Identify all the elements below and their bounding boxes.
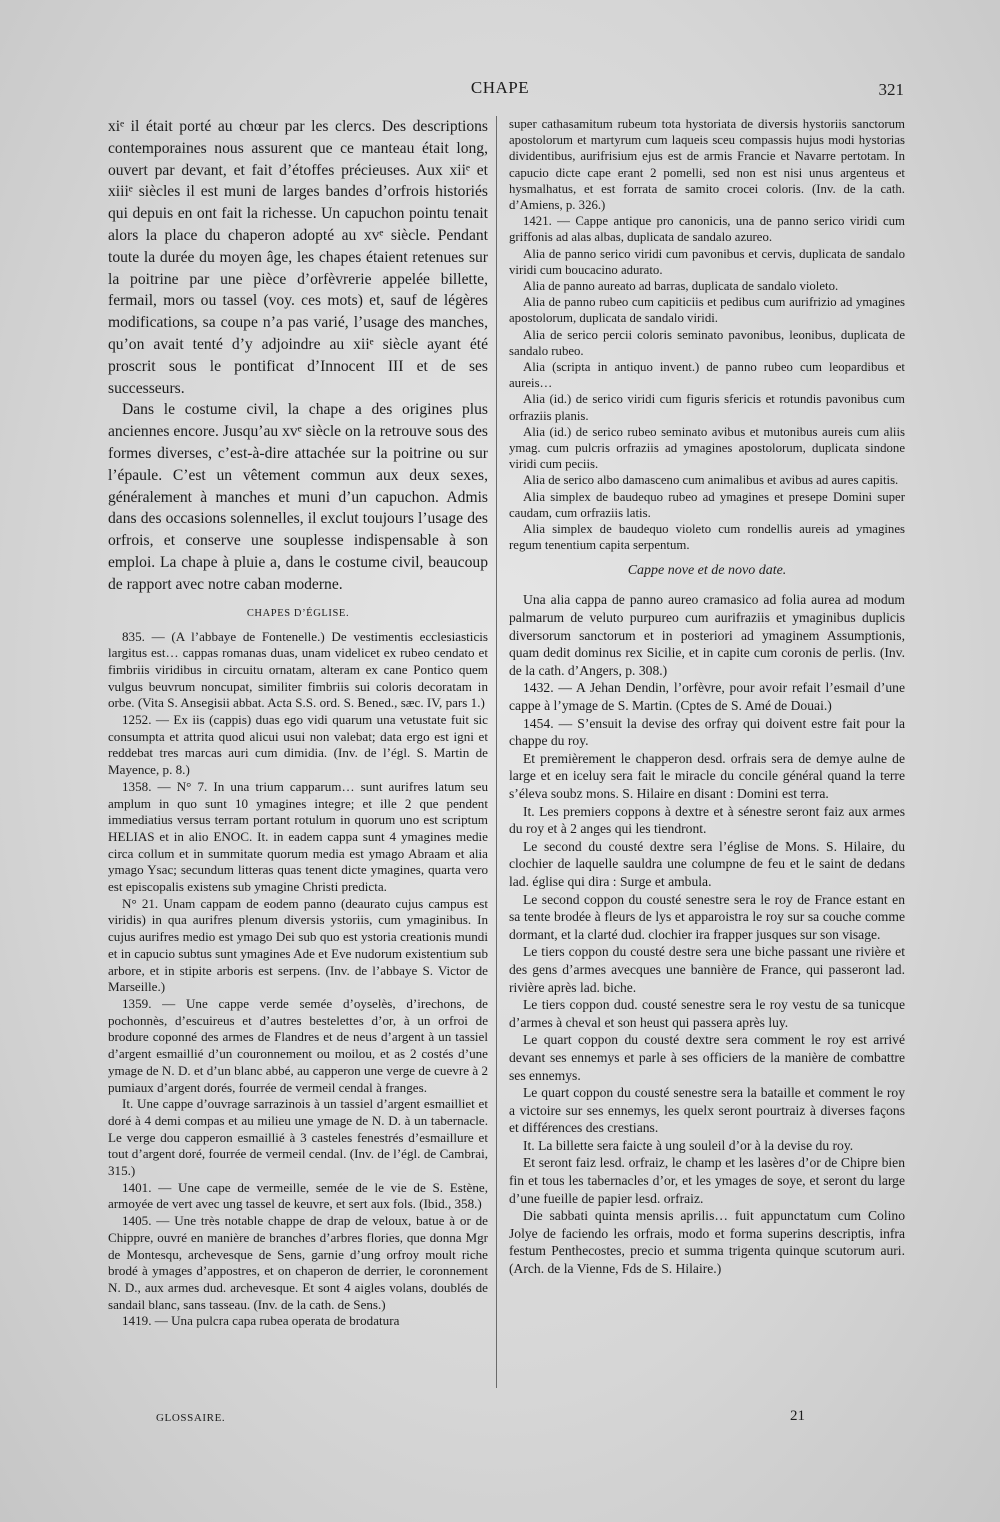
paragraph: Le tiers coppon dud. cousté senestre sera le roy vestu de sa tunicque d’armes à cheval et son heust qui passera après luy. (509, 997, 905, 1030)
column-divider (496, 116, 497, 1388)
entry-1252: 1252. — Ex iis (cappis) duas ego vidi quarum una vetustate fuit sic consumpta et attrita quod alicui usui non valebat; data ergo est igni et reddebat tres marcas auri cum dimidia. (Inv. de l’égl. S. Martin de Mayence, p. 8.) (108, 712, 488, 778)
subheading: Cappe nove et de novo date. (627, 563, 787, 579)
sheet-number: 21 (790, 1408, 805, 1424)
paragraph: Dans le costume civil, la chape a des origines plus anciennes encore. Jusqu’au xvᵉ siècle on la retrouve sous des formes diverses, c’est-à-dire attachée sur la poitrine ou sur l’épaule. C’est un vêtement commun aux deux sexes, généralement à manches et muni d’un capuchon. Admis dans des occasions solennelles, il exclut toujours l’usage des orfrois, et conserve une souplesse indispensable à son emploi. La chape à pluie a, dans le costume civil, beaucoup de rapport avec notre caban moderne. (108, 401, 488, 593)
entry-1359-continued: It. Une cappe d’ouvrage sarrazinois à un tassiel d’argent esmailliet et doré à 4 demi compas et au milieu une ymage de N. D. à un tabernacle. Le verge dou capperon esmaillié à 3 casteles fenestrés d’esmaillure et tout d’argent doré, fourrée de vermeil cendal. (Inv. de l’égl. de Cambrai, 315.) (108, 1096, 488, 1179)
section-heading: CHAPES D’ÉGLISE. (246, 607, 350, 619)
left-column (108, 116, 488, 1406)
paragraph: Alia (id.) de serico viridi cum figuris sfericis et rotundis pavonibus cum orfraziis planis. (509, 392, 905, 423)
entry-1401: 1401. — Une cape de vermeille, semée de le vie de S. Estène, armoyée de vert avec ung tassel de keuvre, et sert aux fols. (Ibid., 358.) (108, 1179, 488, 1212)
paragraph: Alia de serico percii coloris seminato pavonibus, leonibus, duplicata de sandalo rubeo. (509, 327, 905, 358)
paragraph: Le quart coppon du cousté senestre sera la bataille et comment le roy a victoire sur ses ennemys, les quelx seront pourtraiz à diverses façons et différences des crestians. (509, 1085, 905, 1136)
paragraph: Et premièrement le chapperon desd. orfrais sera de demye aulne de large et en iceluy sera fait le miracle du concile général quand la terre s’éleva soubz mons. S. Hilaire en disant : Domini est terra. (509, 750, 905, 802)
paragraph: Alia de serico albo damasceno cum animalibus et avibus ad aures capitis. (523, 473, 899, 488)
entry-1405: 1405. — Une très notable chappe de drap de veloux, batue à or de Chippre, ouvré en manière de branches d’arbres flories, que donna Mgr de Montesqu, archevesque de Sens, garnie d’ung orfroy moult riche brodé à ymages d’appostres, et on chaperon de derrier, le coronnement N. D., aux armes dud. archevesque. Et sont 4 aigles volans, doublés de sandail blanc, sans tasseau. (Inv. de la cath. de Sens.) (108, 1213, 488, 1312)
entry-1358: 1358. — N° 7. In una trium capparum… sunt aurifres latum seu amplum in quo sunt 10 ymagines integre; et ille 2 que pendent immediatius versus terram portant rotulum in quorum uno est scriptum HELIAS et in alio ENOC. It. in eadem cappa sunt 4 ymagines medie circa collum et in summitate quorum media est ymago Abraam et alia ymago Ysac; secundum litteras quas tenent dicte ymagines, quarta vero est episcopalis existens sub ymagine Christi predicta. (108, 778, 488, 895)
paragraph: super cathasamitum rubeum tota hystoriata de diversis hystoriis sanctorum apostolorum et martyrum cum laqueis sceu compassis hujus modi hystorias dividentibus, aurifrisium ejus est de armis Francie et Navarre pertotam. In capucio dicte cape erant 2 pomelli, sed non est nisi unus argenteus et hysmalhatus, et est forrata de samito crocei coloris. (Inv. de la cath. d’Amiens, p. 326.) (509, 117, 905, 213)
paragraph: It. Les premiers coppons à dextre et à sénestre seront faiz aux armes du roy et à 2 anges qui les tiendront. (509, 803, 905, 837)
paragraph: It. La billette sera faicte à ung souleil d’or à la devise du roy. (523, 1137, 854, 1153)
entry-1421: 1421. — Cappe antique pro canonicis, una de panno serico viridi cum griffonis ad alas albas, duplicata de sandalo azureo. (509, 214, 905, 245)
entry-1419: 1419. — Una pulcra capa rubea operata de brodatura (122, 1313, 400, 1329)
paragraph: Una alia cappa de panno aureo cramasico ad folia aurea ad modum palmarum de veluto purpureo cum aurifraziis et ymaginibus duplicis diversorum sanctorum et in posteriori ad ymaginem Assumptionis, quam dedit dominus rex Sicilie, et in capite cum coronis de perlis. (Inv. de la cath. d’Angers, p. 308.) (509, 592, 905, 678)
paragraph: Alia (id.) de serico rubeo seminato avibus et mutonibus aureis cum aliis ymag. cum pulcris orfraziis ad ymagines apostolorum, duplicata sindone viridi cum peciis. (509, 424, 905, 472)
entry-1358-continued: N° 21. Unam cappam de eodem panno (deaurato cujus campus est viridis) in qua aurifres plenum diversis ystoriis, cum ymaginibus. In cujus aurifres medio est ymago Dei sub quo est ystoria creationis mundi et in capucio subtus sunt ymagines Ade et Eve nudorum existentium sub arbore, et in stipite arboris est serpens. (Inv. de l’abbaye S. Victor de Marseille.) (108, 895, 488, 995)
paragraph: Die sabbati quinta mensis aprilis… fuit appunctatum cum Colino Jolye de faciendo les orfrais, modo et forma superins descriptis, infra festum Penthecostes, precio et summa trigenta quinque scutorum auri. (Arch. de la Vienne, Fds de S. Hilaire.) (509, 1208, 905, 1277)
paragraph: Alia de panno aureato ad barras, duplicata de sandalo violeto. (523, 279, 839, 294)
page-number: 321 (878, 80, 904, 99)
entry-1359: 1359. — Une cappe verde semée d’oyselès, d’irechons, de pochonnès, d’escuireus et d’autres bestelettes d’or, à un orfroi de brodure coponné des armes de Flandres et de neus d’argent à un tassiel d’argent esmaillié d’un couronnement ou moilou, et as 2 costés d’une ymage de N. D. et d’un blanc abbé, au capperon une verge de cuevre à 2 pumiaux d’argent dorés, fourrée de vermeil cendal à franges. (108, 996, 488, 1095)
paragraph: Le quart coppon du cousté dextre sera comment le roy est arrivé devant ses ennemys et parle à ses officiers de la manière de combattre ses ennemys. (509, 1032, 905, 1083)
paragraph: Alia de panno rubeo cum capiticiis et pedibus cum aurifrizio ad ymagines apostolorum, duplicata de sandalo viridi. (509, 295, 905, 326)
running-head (0, 76, 1000, 100)
paragraph: Le tiers coppon du cousté destre sera une biche passant une rivière et des gens d’armes avecques une bannière de France, qui passeront lad. rivière après lad. biche. (509, 944, 905, 995)
paragraph: Et seront faiz lesd. orfraiz, le champ et les lasères d’or de Chipre bien fin et tous les tabernacles d’or, et les ymages de soye, et seront du large d’une fueille de papier lesd. orfraiz. (509, 1155, 905, 1206)
signature-mark: GLOSSAIRE. (156, 1412, 226, 1424)
paragraph: Alia simplex de baudequo rubeo ad ymagines et presepe Domini super caudam, cum orfraziis latis. (509, 489, 905, 520)
paragraph: Alia de panno serico viridi cum pavonibus et cervis, duplicata de sandalo viridi cum boucacino adurato. (509, 246, 905, 277)
paragraph: Le second du cousté dextre sera l’église de Mons. S. Hilaire, du clochier de laquelle sauldra une columpne de feu et le saint de dedans lad. église qui dira : Surge et ambula. (509, 838, 905, 889)
page-title: CHAPE (470, 78, 530, 97)
entry-1454: 1454. — S’ensuit la devise des orfray qui doivent estre fait pour la chappe du roy. (509, 715, 905, 749)
entry-1432: 1432. — A Jehan Dendin, l’orfèvre, pour avoir refait l’esmail d’une cappe à l’ymage de S. Martin. (Cptes de S. Amé de Douai.) (509, 680, 905, 714)
paragraph: Alia (scripta in antiquo invent.) de panno rubeo cum leopardibus et aureis… (509, 360, 905, 391)
paragraph: Alia simplex de baudequo violeto cum rondellis aureis ad ymagines regum tenentium capita serpentum. (509, 522, 905, 553)
paragraph: Le second coppon du cousté senestre sera le roy de France estant en sa tente brodée à fleurs de lys et apparoistra le roy sur sa couche comme dormant, et la clarté dud. clochier ira frapper jusques sur son visage. (509, 891, 905, 942)
entry-835: 835. — (A l’abbaye de Fontenelle.) De vestimentis ecclesiasticis largitus est… cappas romanas duas, unam videlicet ex rubeo cendato et fimbriis viridibus in circuitu ornatam, alteram ex cane Pontico quem vulgus beuvrum noncupat, similiter fimbriis sui coloris decoratam in orbe. (Vita S. Ansegisii abbat. Acta S.S. ord. S. Bened., sæc. IV, pars 1.) (108, 628, 488, 711)
right-column (509, 116, 905, 1406)
paragraph: xiᵉ il était porté au chœur par les clercs. Des descriptions contemporaines nous assurent que ce manteau était long, ouvert par devant, et fait d’étoffes précieuses. Aux xiiᵉ et xiiiᵉ siècles il est muni de larges bandes d’orfrois historiés qui depuis en ont fait la richesse. Un capuchon pointu tenait alors la place du chaperon adopté au xvᵉ siècle. Pendant toute la durée du moyen âge, les chapes étaient retenues sur la poitrine par une pièce d’orfèvrerie appelée billette, fermail, mors ou tassel (voy. ces mots) et, sauf de légères modifications, sa coupe n’a pas varié, l’usage des manches, qu’on avait tenté d’y adjoindre au xiiᵉ siècle ayant été proscrit sous le pontificat d’Innocent III et de ses successeurs. (108, 118, 488, 397)
